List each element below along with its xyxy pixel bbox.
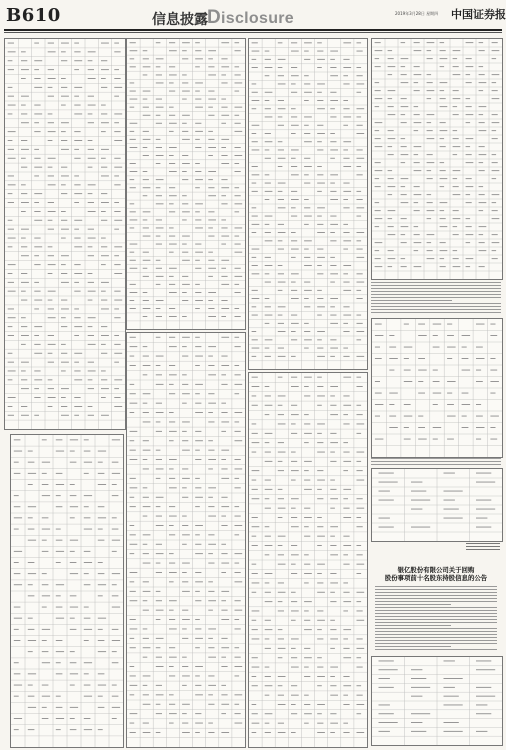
notice-title [371, 566, 501, 582]
holdings-table-5 [10, 434, 124, 748]
masthead-rule [4, 29, 502, 31]
notice-title-line-2: 股份事项前十名股东持股信息的公告 [384, 574, 488, 582]
section-title-en-initial: D [207, 7, 222, 28]
section-title-en-rest: isclosure [221, 10, 294, 27]
section-title-zh: 信息披露 [152, 12, 208, 28]
company-signature-stamp [466, 543, 500, 557]
holdings-table-2 [126, 38, 246, 330]
page-number: B610 [6, 5, 61, 26]
shareholders-table [371, 318, 503, 458]
holdings-table-7 [248, 372, 368, 748]
holdings-table-3 [248, 38, 368, 370]
notice-table-1 [371, 468, 503, 542]
notice-text-upper [371, 282, 501, 316]
holdings-table-4 [371, 38, 503, 280]
notice-body [375, 586, 497, 654]
holdings-table-6 [126, 332, 246, 748]
holdings-table-1 [4, 38, 126, 430]
notice-text-middle [371, 458, 501, 466]
masthead-rule-thin [4, 32, 502, 33]
notice-title-line-1: 银亿股份有限公司关于回购 [397, 566, 475, 574]
section-title-en [207, 7, 294, 29]
buyback-notice [371, 562, 501, 744]
paper-name: 中国证券报 [451, 8, 506, 21]
dateline: 2019年3月28日 星期四 [395, 11, 439, 16]
